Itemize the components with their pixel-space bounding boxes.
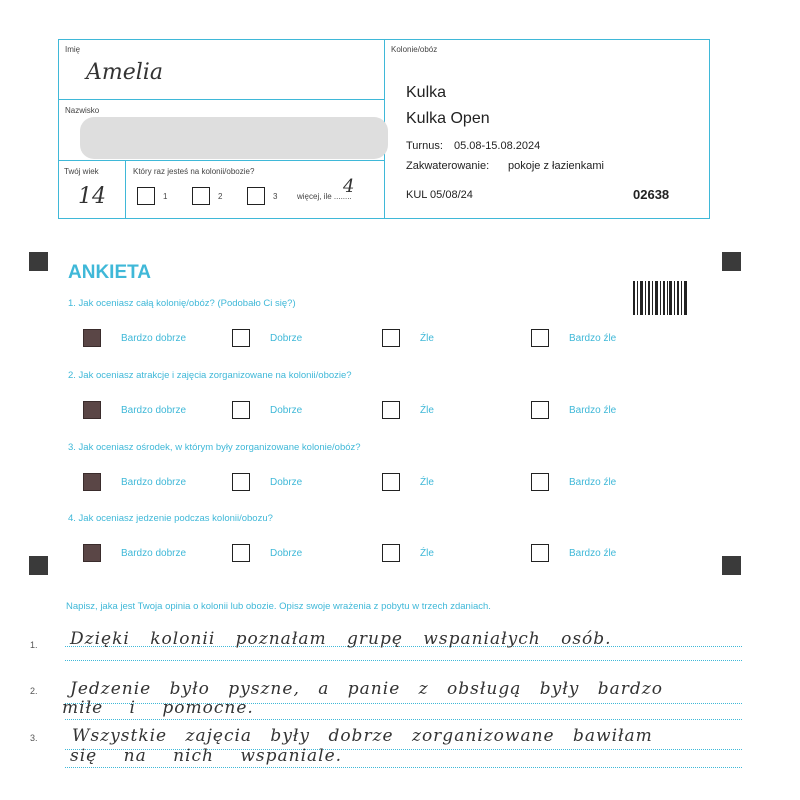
rating-checkbox[interactable]: [83, 473, 101, 491]
camp-code: KUL 05/08/24: [406, 189, 473, 201]
sentence-number: 2.: [30, 686, 38, 696]
times-option-2: 2: [218, 192, 223, 201]
rating-checkbox[interactable]: [382, 473, 400, 491]
rating-option-label: Dobrze: [270, 477, 303, 488]
times-checkbox-3[interactable]: [247, 187, 265, 205]
surname-label: Nazwisko: [65, 106, 100, 115]
handwritten-sentence: Jedzenie było pyszne, a panie z obsługą były bardzo: [70, 679, 663, 699]
rating-option-label: Dobrze: [270, 333, 303, 344]
form-number: 02638: [633, 187, 670, 202]
rating-option-label: Bardzo źle: [569, 548, 617, 559]
survey-title: ANKIETA: [68, 262, 152, 283]
rating-option-label: Bardzo źle: [569, 405, 617, 416]
times-label: Który raz jesteś na kolonii/obozie?: [133, 167, 255, 176]
rating-option-label: Bardzo źle: [569, 477, 617, 488]
first-name-value: Amelia: [86, 60, 163, 85]
first-name-label: Imię: [65, 45, 81, 54]
accommodation-label: Zakwaterowanie:: [406, 160, 490, 172]
registration-marker: [29, 252, 48, 271]
rating-option-label: Bardzo dobrze: [121, 405, 187, 416]
writing-line: [65, 660, 742, 661]
times-option-1: 1: [163, 192, 168, 201]
registration-marker: [29, 556, 48, 575]
camp-label: Kolonie/obóz: [391, 45, 438, 54]
turn-label: Turnus:: [406, 140, 443, 152]
rating-checkbox[interactable]: [83, 401, 101, 419]
rating-checkbox[interactable]: [83, 329, 101, 347]
rating-checkbox[interactable]: [232, 401, 250, 419]
sentence-number: 1.: [30, 640, 38, 650]
barcode: [633, 281, 688, 315]
accommodation-value: pokoje z łazienkami: [508, 160, 604, 172]
rating-checkbox[interactable]: [531, 473, 549, 491]
registration-marker: [722, 252, 741, 271]
times-checkbox-2[interactable]: [192, 187, 210, 205]
writing-line: [65, 719, 742, 720]
rating-option-label: Źle: [420, 405, 434, 416]
camp-full-name: Kulka Open: [406, 110, 490, 127]
rating-option-label: Źle: [420, 333, 434, 344]
rating-option-label: Bardzo dobrze: [121, 477, 187, 488]
rating-option-label: Źle: [420, 477, 434, 488]
rating-option-label: Dobrze: [270, 548, 303, 559]
question-text: 3. Jak oceniasz ośrodek, w którym były zorganizowane kolonie/obóz?: [68, 442, 361, 453]
rating-option-label: Źle: [420, 548, 434, 559]
rating-option-label: Bardzo źle: [569, 333, 617, 344]
handwritten-sentence: Wszystkie zajęcia były dobrze zorganizowane bawiłam: [72, 726, 653, 746]
rating-checkbox[interactable]: [531, 329, 549, 347]
rating-checkbox[interactable]: [232, 544, 250, 562]
writing-line: [65, 767, 742, 768]
turn-value: 05.08-15.08.2024: [454, 140, 541, 152]
rating-option-label: Dobrze: [270, 405, 303, 416]
rating-checkbox[interactable]: [531, 544, 549, 562]
rating-option-label: Bardzo dobrze: [121, 548, 187, 559]
age-value: 14: [78, 184, 106, 209]
times-checkbox-1[interactable]: [137, 187, 155, 205]
rating-checkbox[interactable]: [382, 544, 400, 562]
handwritten-sentence: Dzięki kolonii poznałam grupę wspaniałych osób.: [70, 629, 612, 649]
sentence-number: 3.: [30, 733, 38, 743]
age-label: Twój wiek: [64, 167, 99, 176]
rating-checkbox[interactable]: [382, 401, 400, 419]
surname-redacted: [80, 117, 388, 159]
rating-option-label: Bardzo dobrze: [121, 333, 187, 344]
registration-marker: [722, 556, 741, 575]
question-text: 2. Jak oceniasz atrakcje i zajęcia zorganizowane na kolonii/obozie?: [68, 370, 352, 381]
camp-name: Kulka: [406, 84, 447, 101]
rating-checkbox[interactable]: [83, 544, 101, 562]
times-option-3: 3: [273, 192, 278, 201]
handwritten-sentence: się na nich wspaniale.: [70, 746, 343, 766]
opinion-prompt: Napisz, jaka jest Twoja opinia o kolonii lub obozie. Opisz swoje wrażenia z pobytu w trzech zdaniach.: [66, 601, 491, 612]
question-text: 1. Jak oceniasz całą kolonię/obóz? (Podobało Ci się?): [68, 298, 296, 309]
times-more-value: 4: [343, 176, 355, 197]
rating-checkbox[interactable]: [531, 401, 549, 419]
handwritten-sentence: miłe i pomocne.: [62, 698, 254, 718]
times-more-label: więcej, ile ........: [297, 192, 352, 201]
rating-checkbox[interactable]: [232, 473, 250, 491]
rating-checkbox[interactable]: [382, 329, 400, 347]
rating-checkbox[interactable]: [232, 329, 250, 347]
question-text: 4. Jak oceniasz jedzenie podczas kolonii/obozu?: [68, 513, 273, 524]
